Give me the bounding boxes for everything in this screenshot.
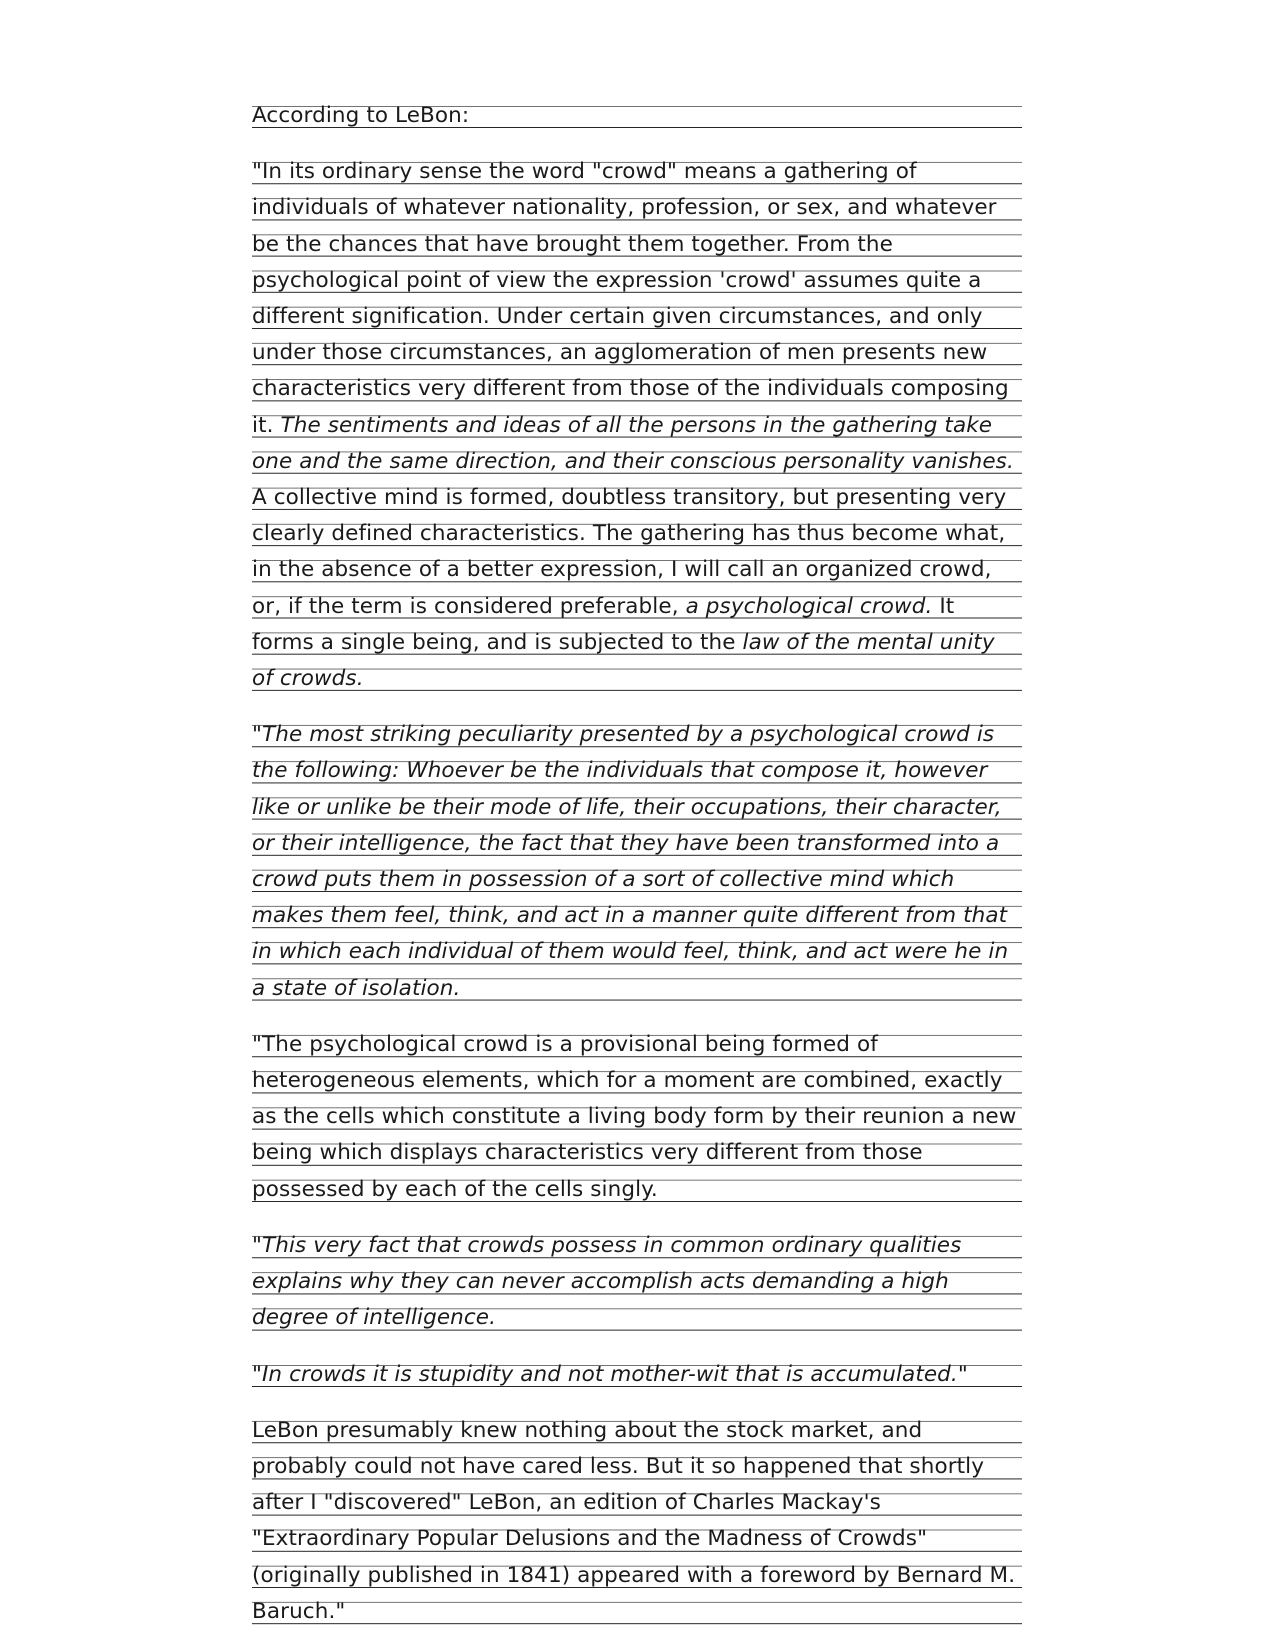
crowd-definition-collective-mind: A collective mind is formed, doubtless transitory, but presenting very clearly defined characteristics. The gathering has thus become what, in the absence of a better expression, I will call an organized crowd, or, if the term is considered preferable, bbox=[252, 485, 1007, 619]
paragraph-stupidity-accumulated: "In crowds it is stupidity and not mother-wit that is accumulated." bbox=[252, 1357, 1022, 1393]
paragraph-provisional-being: "The psychological crowd is a provisional being formed of heterogeneous elements, which for a moment are combined, exactly as the cells which constitute a living body form by their reunion a new being which displays characteristics very different from those possessed by each of the cells singly. bbox=[252, 1027, 1022, 1208]
crowd-definition-italic-sentiments: The sentiments and ideas of all the persons in the gathering take one and the same direction, and their conscious personality vanishes. bbox=[252, 412, 1014, 474]
crowd-definition-single-being: It forms a single being, and is subjected to the bbox=[252, 593, 955, 655]
paragraph-crowd-definition bbox=[252, 154, 1022, 697]
document-page bbox=[252, 98, 1022, 1650]
heading-according-to-lebon: According to LeBon: bbox=[252, 98, 1022, 134]
paragraph-ordinary-qualities: "This very fact that crowds possess in common ordinary qualities explains why they can never accomplish acts demanding a high degree of intelligence. bbox=[252, 1228, 1022, 1337]
paragraph-lebon-mackay-baruch: LeBon presumably knew nothing about the stock market, and probably could not have cared less. But it so happened that shortly after I "discovered" LeBon, an edition of Charles Mackay's "Extraordinary Popular Delusions and the Madness of Crowds" (originally published in 1841) appeared with a foreword by Bernard M. Baruch." bbox=[252, 1413, 1022, 1630]
paragraph-striking-peculiarity: "The most striking peculiarity presented by a psychological crowd is the following: Whoever be the individuals that compose it, however like or unlike be their mode of life, their occupations, their character, or their intelligence, the fact that they have been transformed into a crowd puts them in possession of a sort of collective mind which makes them feel, think, and act in a manner quite different from that in which each individual of them would feel, think, and act were he in a state of isolation. bbox=[252, 717, 1022, 1007]
crowd-definition-text: "In its ordinary sense the word "crowd" means a gathering of individuals of whatever nationality, profession, or sex, and whatever be the chances that have brought them together. From the psychological point of view the expression 'crowd' assumes quite a different signification. Under certain given circumstances, and only under those circumstances, an agglomeration of men presents new characteristics very different from those of the individuals composing it. bbox=[252, 159, 1009, 438]
crowd-definition-italic-law: law of the mental unity of crowds. bbox=[252, 629, 995, 692]
crowd-definition-italic-psychological-crowd: a psychological crowd. bbox=[685, 593, 933, 619]
